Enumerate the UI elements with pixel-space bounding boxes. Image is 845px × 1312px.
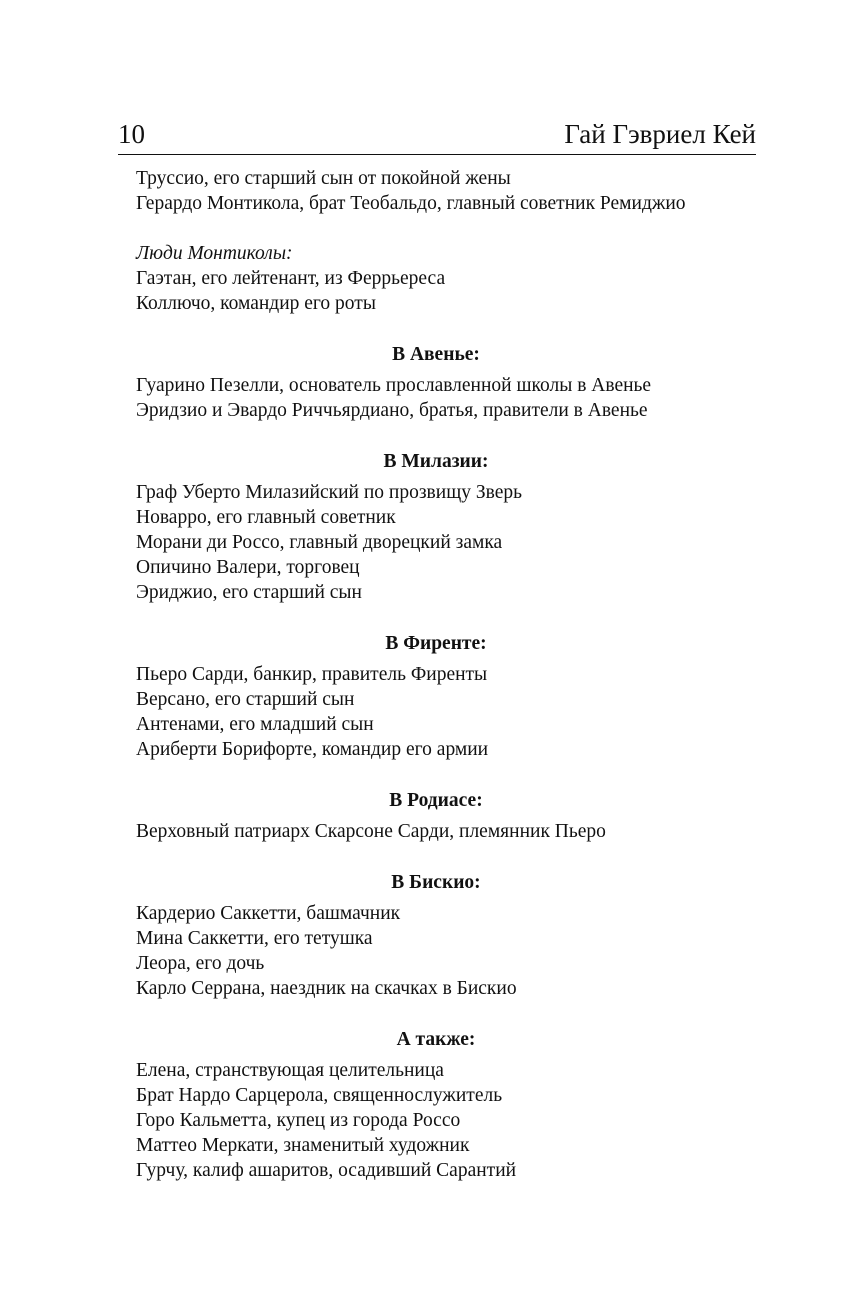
section-heading: В Милазии:	[383, 451, 489, 472]
list-item: Морани ди Россо, главный дворецкий замка	[136, 532, 503, 553]
section-firenta	[136, 631, 761, 762]
section-heading: В Авенье:	[392, 344, 480, 365]
list-item: Пьеро Сарди, банкир, правитель Фиренты	[136, 664, 488, 685]
list-item: Труссио, его старший сын от покойной жены	[136, 168, 511, 189]
list-item: Новарро, его главный советник	[136, 507, 396, 528]
section-milazia	[136, 449, 761, 605]
list-item: Горо Кальметта, купец из города Россо	[136, 1110, 461, 1131]
section-rodias	[136, 788, 761, 844]
list-item: Маттео Меркати, знаменитый художник	[136, 1135, 470, 1156]
list-item: Верховный патриарх Скарсоне Сарди, племянник Пьеро	[136, 821, 606, 842]
list-item: Опичино Валери, торговец	[136, 557, 360, 578]
list-item: Брат Нардо Сарцерола, священнослужитель	[136, 1085, 503, 1106]
section-heading: В Родиасе:	[389, 790, 483, 811]
page-header	[118, 118, 756, 155]
page-number: 10	[118, 119, 145, 149]
list-item: Коллючо, командир его роты	[136, 293, 376, 314]
section-heading: В Бискио:	[391, 872, 481, 893]
section-heading: А также:	[396, 1029, 476, 1050]
list-item: Карло Серрана, наездник на скачках в Бискио	[136, 978, 517, 999]
section-avenye	[136, 342, 761, 423]
monticola-group	[136, 241, 761, 316]
list-item: Мина Саккетти, его тетушка	[136, 928, 373, 949]
intro-lines	[136, 166, 761, 216]
list-item: Елена, странствующая целительница	[136, 1060, 444, 1081]
list-item: Кардерио Саккетти, башмачник	[136, 903, 401, 924]
group-label: Люди Монтиколы:	[136, 243, 293, 264]
list-item: Эридзио и Эвардо Риччьярдиано, братья, правители в Авенье	[136, 400, 648, 421]
section-biskio	[136, 870, 761, 1001]
list-item: Версано, его старший сын	[136, 689, 355, 710]
list-item: Гаэтан, его лейтенант, из Феррьереса	[136, 268, 446, 289]
character-list	[136, 166, 761, 1183]
list-item: Эриджио, его старший сын	[136, 582, 362, 603]
list-item: Герардо Монтикола, брат Теобальдо, главный советник Ремиджио	[136, 193, 686, 214]
list-item: Гурчу, калиф ашаритов, осадивший Сарантий	[136, 1160, 517, 1181]
list-item: Ариберти Борифорте, командир его армии	[136, 739, 489, 760]
running-title: Гай Гэвриел Кей	[564, 119, 756, 149]
list-item: Антенами, его младший сын	[136, 714, 374, 735]
list-item: Гуарино Пезелли, основатель прославленной школы в Авенье	[136, 375, 652, 396]
list-item: Граф Уберто Милазийский по прозвищу Зверь	[136, 482, 522, 503]
section-also	[136, 1027, 761, 1183]
list-item: Леора, его дочь	[136, 953, 265, 974]
section-heading: В Фиренте:	[385, 633, 487, 654]
